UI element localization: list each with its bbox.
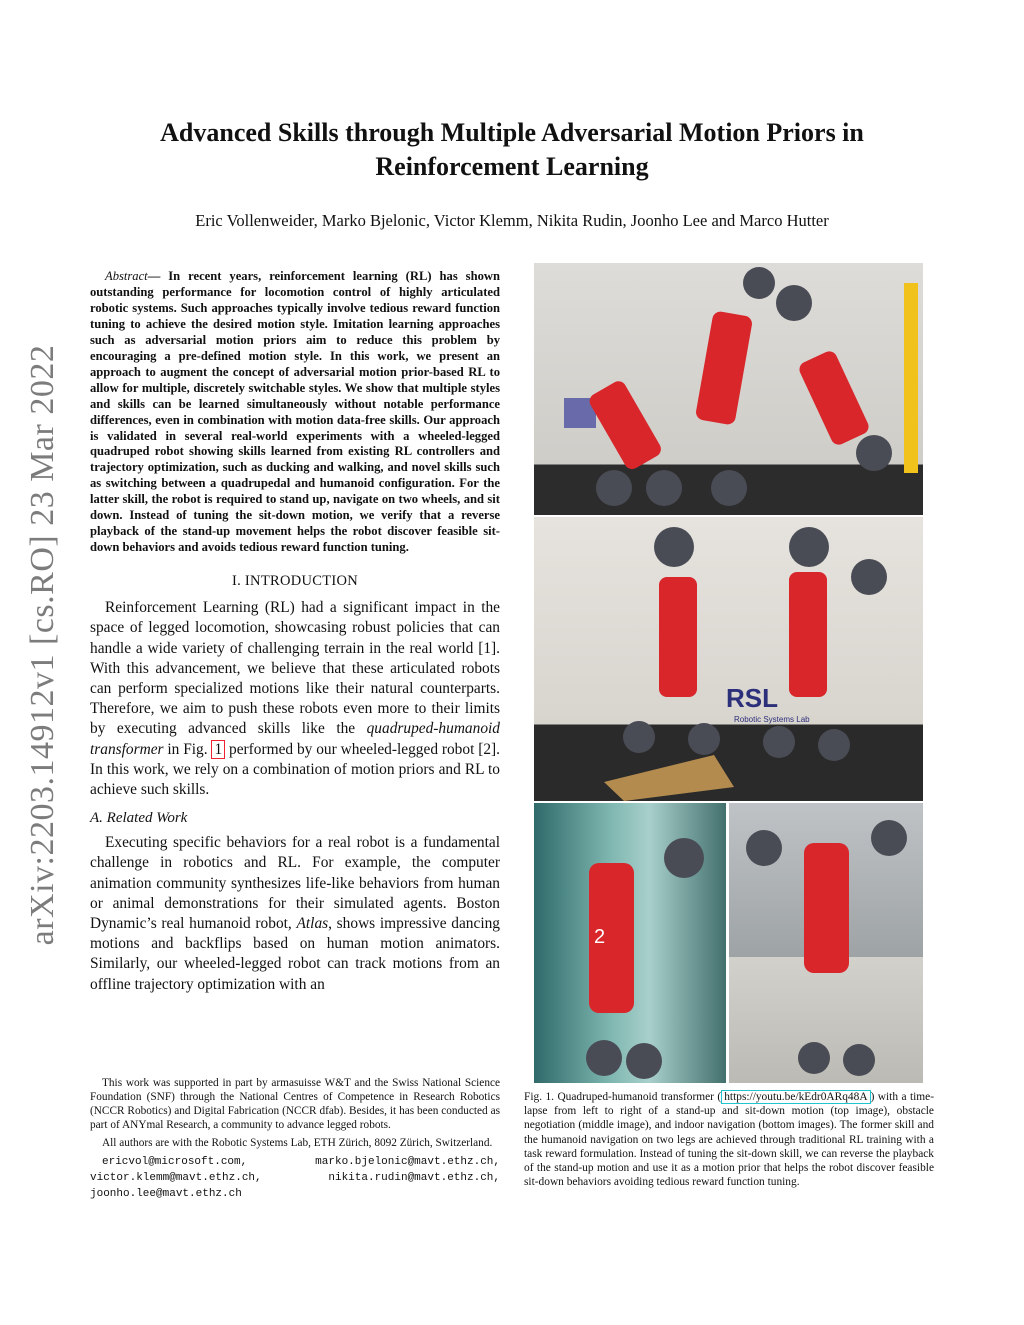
footnote-affiliation: All authors are with the Robotic Systems Lab, ETH Zürich, 8092 Zürich, Switzerland. — [102, 1137, 493, 1149]
robot-body — [804, 843, 849, 973]
video-url-link[interactable]: https://youtu.be/kEdr0ARq48A — [721, 1090, 870, 1104]
abstract-text: — In recent years, reinforcement learning (RL) has shown outstanding performance for locomotion control of highly articulated robotic systems. Such approaches typically involve tedious reward function tuning to achieve the desired motion style. Imitation learning approaches such as adversarial motion priors aim to reduce this problem by encouraging a pre-defined motion style. In this work, we present an approach to augment the concept of adversarial motion prior-based RL to allow for multiple, discretely switchable styles. We show that multiple styles and skills can be learned simultaneously without notable performance differences, even in combination with motion data-free skills. Our approach is validated in several real-world experiments with a wheeled-legged quadruped robot showing skills learned from existing RL controllers and trajectory optimization, such as ducking and walking, and novel skills such as switching between a quadrupedal and humanoid configuration. For the latter skill, the robot is required to stand up, navigate on two wheels, and sit down. Instead of tuning the sit-down motion, we verify that a reverse playback of the stand-up movement helps the robot discover feasible sit-down behaviors and avoids tedious reward function tuning. — [90, 269, 500, 555]
rsl-logo-subtitle: Robotic Systems Lab — [734, 715, 810, 724]
related-work-paragraph — [90, 833, 500, 995]
abstract-label: Abstract — [105, 269, 148, 283]
intro-p1-text-a: Reinforcement Learning (RL) had a significant impact in the space of legged locomotion, showcasing robust policies that can handle a wide variety of challenging terrain in the real world [1]. With this advancement, we believe that these articulated robots can perform specialized motions like their natural counterparts. Therefore, we aim to push these robots even more to their limits by executing advanced skills like the — [90, 599, 500, 738]
intro-p1-text-b: in Fig. — [163, 740, 212, 758]
robot-illustration-bottom-left — [534, 803, 726, 1083]
footnote — [90, 1076, 500, 1206]
intro-paragraph-1 — [90, 598, 500, 800]
photo-stand-up-timelapse — [534, 263, 923, 515]
section-heading-introduction: I. INTRODUCTION — [231, 573, 359, 590]
author-list: Eric Vollenweider, Marko Bjelonic, Victor Klemm, Nikita Rudin, Joonho Lee and Marco Hutter — [195, 211, 829, 230]
figure-reference-link[interactable]: 1 — [211, 740, 225, 759]
rsl-logo-text: RSL — [726, 683, 778, 713]
arxiv-sidebar-stamp — [22, 345, 64, 945]
left-column — [90, 269, 500, 995]
wooden-ramp — [604, 755, 734, 801]
figure-caption — [524, 1090, 934, 1189]
arxiv-identifier: arXiv:2203.14912v1 [cs.RO] 23 Mar 2022 — [24, 344, 61, 946]
hazard-stripe — [904, 283, 918, 473]
abstract — [90, 269, 500, 556]
robot-illustration-bottom-right — [729, 803, 923, 1083]
photo-indoor-navigation-right — [729, 803, 923, 1083]
caption-text-b: ) with a time-lapse from left to right of a stand-up and sit-down motion (top image), obstacle negotiation (middle image), and indoor navigation (bottom images). The former skill and the humanoid navigation on two legs are achieved through traditional RL training with a task reward formulation. Instead of tuning the sit-down skill, we can reverse the playback of the stand-up motion and use it as a motion prior that helps the robot discover feasible sit-down behaviors avoiding tedious reward function tuning. — [524, 1091, 935, 1189]
photo-indoor-navigation-left — [534, 803, 726, 1083]
photo-obstacle-negotiation — [534, 517, 923, 801]
robot-bodies-middle — [659, 572, 827, 697]
intro-p1-text-c: performed by our wheeled-legged robot [2]. In this work, we rely on a combination of motion priors and RL to achieve such skills. — [90, 740, 500, 798]
footnote-emails: ericvol@microsoft.com, marko.bjelonic@mavt.ethz.ch, victor.klemm@mavt.ethz.ch, nikita.rudin@mavt.ethz.ch, joonho.lee@mavt.ethz.ch — [90, 1156, 500, 1200]
related-p-emphasis: Atlas — [296, 915, 329, 932]
caption-text-a: Fig. 1. Quadruped-humanoid transformer ( — [524, 1091, 722, 1103]
intro-p1-emphasis: quadruped-humanoid transformer — [90, 720, 500, 758]
footnote-funding: This work was supported in part by armasuisse W&T and the Swiss National Science Foundation (SNF) through the National Centres of Competence in Research Robotics (NCCR Robotics) and Digital Fabrication (NCCR dfab). Besides, it has been conducted as part of ANYmal Research, a community to advance legged robots. — [90, 1077, 500, 1131]
paper-title: Advanced Skills through Multiple Adversarial Motion Priors in Reinforcement Learning — [160, 118, 864, 181]
figure-1 — [534, 263, 923, 1083]
related-p-text-b: , shows impressive dancing motions and backflips based on human motion animators. Similarly, our wheeled-legged robot can track motions from an offline trajectory optimization with an — [90, 915, 500, 993]
related-p-text-a: Executing specific behaviors for a real robot is a fundamental challenge in robotics and RL. For example, the computer animation community synthesizes life-like behaviors from human or animal demonstrations for their simulated agents. Boston Dynamic’s real humanoid robot, — [90, 834, 500, 932]
robot-bodies-top — [587, 310, 871, 472]
robot-illustration-top — [534, 263, 923, 515]
robot-number: 2 — [594, 926, 606, 948]
robot-illustration-middle — [534, 517, 923, 801]
subsection-heading-related-work: A. Related Work — [90, 810, 188, 827]
